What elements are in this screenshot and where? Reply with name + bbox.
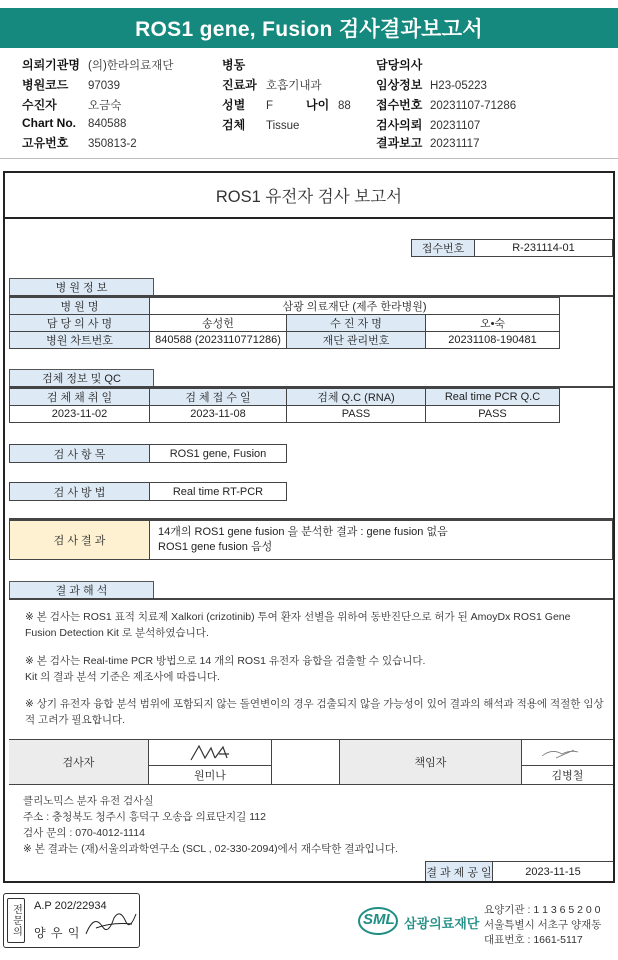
header-age: 나이 88 — [306, 98, 351, 112]
collect-date-value: 2023-11-02 — [9, 405, 150, 423]
qc-rna-value: PASS — [286, 405, 426, 423]
chart-value: 840588 (2023110771286) — [149, 331, 287, 349]
specimen-info-section: 검체 정보 및 QC — [9, 369, 154, 387]
patient-value: 오•숙 — [425, 314, 560, 332]
collect-date-label: 검 체 채 취 일 — [9, 388, 150, 406]
lab-note: ※ 본 결과는 (재)서울의과학연구소 (SCL , 02-330-2094)에서 재수탁한 결과입니다. — [23, 843, 398, 855]
receive-date-label: 검 체 접 수 일 — [149, 388, 287, 406]
tester-signature-icon — [149, 740, 272, 766]
report-title-bar: ROS1 gene, Fusion 검사결과보고서 — [0, 8, 618, 48]
stamp-name: 양 우 익 — [34, 926, 81, 940]
section-rule — [9, 598, 613, 600]
manager-label: 책임자 — [340, 740, 522, 784]
issue-date-label: 결 과 제 공 일 — [425, 861, 493, 881]
org-phone: 대표번호 : 1661-5117 — [484, 934, 583, 946]
manager-name: 김병철 — [551, 770, 584, 782]
lab-phone: 검사 문의 : 070-4012-1114 — [23, 827, 145, 839]
header-report-date: 결과보고 20231117 — [376, 136, 480, 150]
header-specimen: 검체 Tissue — [222, 118, 300, 132]
test-item-label: 검 사 항 목 — [9, 444, 150, 463]
header-unique-no: 고유번호 350813-2 — [22, 136, 137, 150]
foundation-label: 재단 관리번호 — [286, 331, 426, 349]
hospital-name-value: 삼광 의료재단 (제주 한라병원) — [149, 297, 560, 315]
qc-pcr-label: Real time PCR Q.C — [425, 388, 560, 406]
qc-pcr-value: PASS — [425, 405, 560, 423]
method-label: 검 사 방 법 — [9, 482, 150, 501]
interpretation-note-2: ※ 본 검사는 Real-time PCR 방법으로 14 개의 ROS1 유전자 융합을 검출할 수 있습니다. Kit 의 결과 분석 기준은 제조사에 따릅니다. — [25, 655, 426, 683]
issue-date-value: 2023-11-15 — [492, 861, 613, 881]
header-doctor: 담당의사 — [376, 58, 423, 72]
accession-label: 접수번호 — [411, 239, 475, 257]
specialist-stamp — [3, 893, 140, 948]
accession-value: R-231114-01 — [474, 239, 613, 257]
header-clinical-info: 임상정보 H23-05223 — [376, 78, 487, 92]
foundation-value: 20231108-190481 — [425, 331, 560, 349]
manager-signature-icon — [522, 740, 613, 766]
manager-signature — [522, 740, 613, 766]
signature-row — [9, 739, 613, 785]
tester-name: 원미나 — [149, 766, 272, 784]
header-receipt-no: 접수번호 20231107-71286 — [376, 98, 517, 112]
report-heading: ROS1 유전자 검사 보고서 — [5, 173, 613, 219]
sml-logo-text: SML — [363, 911, 395, 928]
lab-address: 주소 : 충청북도 청주시 흥덕구 오송읍 의료단지길 112 — [23, 811, 266, 823]
test-item-value: ROS1 gene, Fusion — [149, 444, 287, 463]
header-department: 진료과 호흡기내과 — [222, 78, 322, 92]
method-value: Real time RT-PCR — [149, 482, 287, 501]
tester-signature — [149, 740, 272, 766]
header-sex: 성별 F — [222, 98, 274, 112]
stamp-signature-icon — [82, 906, 138, 940]
qc-rna-label: 검체 Q.C (RNA) — [286, 388, 426, 406]
header-requesting-org: 의뢰기관명 (의)한라의료재단 — [22, 58, 174, 72]
hospital-info-section: 병 원 정 보 — [9, 278, 154, 296]
sml-org-name: 삼광의료재단 — [404, 916, 480, 931]
result-line-1: 14개의 ROS1 gene fusion 을 분석한 결과 : gene fusion 없음 — [158, 526, 448, 538]
lab-info — [23, 793, 398, 857]
report-frame — [3, 171, 615, 883]
interpretation-note-3: ※ 상기 유전자 융합 분석 범위에 포함되지 않는 돌연변이의 경우 검출되지 않을 가능성이 있어 결과의 해석과 적용에 적절한 임상 적 고려가 필요합니다. — [25, 698, 604, 726]
receive-date-value: 2023-11-08 — [149, 405, 287, 423]
result-label: 검 사 결 과 — [9, 520, 150, 560]
header-divider — [0, 158, 618, 159]
header-ward: 병동 — [222, 58, 246, 72]
org-code: 요양기관 : 1 1 3 6 5 2 0 0 — [484, 904, 601, 916]
hospital-name-label: 병 원 명 — [9, 297, 150, 315]
tester-label: 검사자 — [9, 740, 149, 784]
lab-name: 클리노믹스 분자 유전 검사실 — [23, 795, 154, 807]
patient-label: 수 진 자 명 — [286, 314, 426, 332]
doctor-label: 담 당 의 사 명 — [9, 314, 150, 332]
header-chart-no: Chart No. 840588 — [22, 116, 127, 130]
signature-spacer — [272, 740, 340, 784]
header-hospital-code: 병원코드 97039 — [22, 78, 120, 92]
doctor-value: 송성헌 — [149, 314, 287, 332]
stamp-vertical-label: 전문의 — [7, 898, 25, 943]
interpretation-note-1: ※ 본 검사는 ROS1 표적 치료제 Xalkori (crizotinib) 투여 환자 선별을 위하여 동반진단으로 허가 된 AmoyDx ROS1 Gene Fusion Detection Kit 로 분석하였습니다. — [25, 611, 571, 639]
stamp-code: A.P 202/22934 — [34, 900, 107, 912]
header-request-date: 검사의뢰 20231107 — [376, 118, 481, 132]
org-address: 서울특별시 서초구 양재동 — [484, 919, 602, 931]
chart-label: 병원 차트번호 — [9, 331, 150, 349]
result-value — [149, 520, 613, 560]
result-line-2: ROS1 gene fusion 음성 — [158, 541, 273, 553]
interpretation-section: 결 과 해 석 — [9, 581, 154, 599]
header-patient: 수진자 오금숙 — [22, 98, 122, 112]
